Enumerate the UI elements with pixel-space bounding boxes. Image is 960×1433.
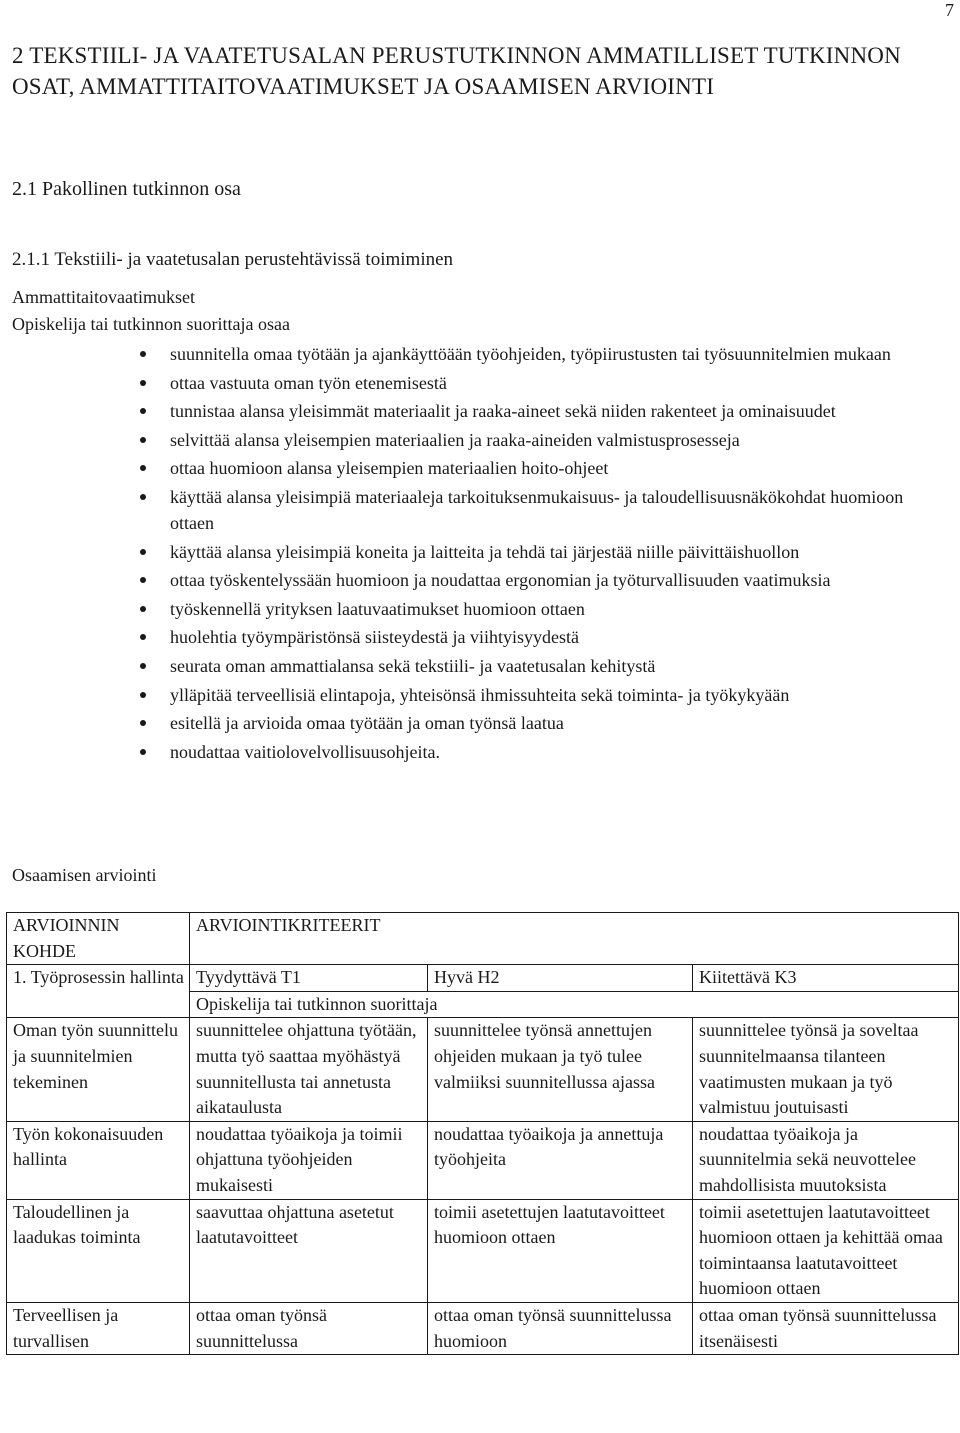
section-heading: 2.1 Pakollinen tutkinnon osa [12,178,241,200]
table-cell: suunnittelee työnsä ja soveltaa suunnitelmaansa tilanteen vaatimusten mukaan ja työ valmistuu joutuisasti [693,1018,959,1121]
list-item: esitellä ja arvioida omaa työtään ja oman työnsä laatua [140,710,930,736]
subsection-heading: 2.1.1 Tekstiili- ja vaatetusalan perustehtävissä toimiminen [12,249,454,270]
table-cell: noudattaa työaikoja ja annettuja työohjeita [428,1121,693,1199]
list-item: ottaa työskentelyssään huomioon ja noudattaa ergonomian ja työturvallisuuden vaatimuksia [140,567,930,593]
table-cell: Oman työn suunnittelu ja suunnitelmien tekeminen [7,1018,190,1121]
list-item: huolehtia työympäristönsä siisteydestä ja viihtyisyydestä [140,624,930,650]
list-item: käyttää alansa yleisimpiä koneita ja laitteita ja tehdä tai järjestää niille päivittäishuollon [140,539,930,565]
list-item: ottaa huomioon alansa yleisempien materiaalien hoito-ohjeet [140,455,930,481]
list-item: työskennellä yrityksen laatuvaatimukset huomioon ottaen [140,596,930,622]
table-cell: ottaa oman työnsä suunnittelussa [190,1302,428,1354]
table-cell: Työn kokonaisuuden hallinta [7,1121,190,1199]
assessment-heading: Osaamisen arviointi [12,865,157,885]
list-item: käyttää alansa yleisimpiä materiaaleja tarkoituksenmukaisuus- ja taloudellisuusnäkökohdat huomioon ottaen [140,484,930,536]
level-h2: Hyvä H2 [428,965,693,992]
performer-cell: Opiskelija tai tutkinnon suorittaja [190,991,959,1018]
target-group: 1. Työprosessin hallinta [7,965,190,1018]
criteria-header: ARVIOINTIKRITEERIT [190,913,959,965]
list-item: tunnistaa alansa yleisimmät materiaalit ja raaka-aineet sekä niiden rakenteet ja ominaisuudet [140,398,930,424]
table-cell: noudattaa työaikoja ja toimii ohjattuna työohjeiden mukaisesti [190,1121,428,1199]
table-cell: toimii asetettujen laatutavoitteet huomioon ottaen [428,1199,693,1302]
table-cell: suunnittelee ohjattuna työtään, mutta työ saattaa myöhästyä suunnitellusta tai annetusta aikataulusta [190,1018,428,1121]
table-cell: ottaa oman työnsä suunnittelussa huomioon [428,1302,693,1354]
table-row [7,1018,959,1121]
table-cell: ottaa oman työnsä suunnittelussa itsenäisesti [693,1302,959,1354]
list-item: seurata oman ammattialansa sekä tekstiili- ja vaatetusalan kehitystä [140,653,930,679]
level-k3: Kiitettävä K3 [693,965,959,992]
list-item: ylläpitää terveellisiä elintapoja, yhteisönsä ihmissuhteita sekä toiminta- ja työkykyään [140,682,930,708]
table-row [7,1302,959,1354]
table-cell: suunnittelee työnsä annettujen ohjeiden mukaan ja työ tulee valmiiksi suunnitellussa ajassa [428,1018,693,1121]
table-cell: Taloudellinen ja laadukas toiminta [7,1199,190,1302]
table-row [7,1121,959,1199]
table-cell: saavuttaa ohjattuna asetetut laatutavoitteet [190,1199,428,1302]
table-cell: Terveellisen ja turvallisen [7,1302,190,1354]
chapter-title: 2 TEKSTIILI- JA VAATETUSALAN PERUSTUTKINNON AMMATILLISET TUTKINNON OSAT, AMMATTITAITOVAATIMUKSET JA OSAAMISEN ARVIOINTI [12,43,901,99]
level-t1: Tyydyttävä T1 [190,965,428,992]
requirements-intro: Opiskelija tai tutkinnon suorittaja osaa [12,314,290,334]
table-row [7,1199,959,1302]
table-row [7,965,959,992]
assessment-table [6,912,959,1355]
list-item: noudattaa vaitiolovelvollisuusohjeita. [140,739,930,765]
list-item: suunnitella omaa työtään ja ajankäyttöään työohjeiden, työpiirustusten tai työsuunnitelmien mukaan [140,341,930,367]
target-header: ARVIOINNIN KOHDE [7,913,190,965]
page-number: 7 [945,0,954,20]
requirements-heading: Ammattitaitovaatimukset [12,287,195,307]
table-header-row [7,913,959,965]
list-item: ottaa vastuuta oman työn etenemisestä [140,370,930,396]
list-item: selvittää alansa yleisempien materiaalien ja raaka-aineiden valmistusprosesseja [140,427,930,453]
requirements-list [140,341,930,767]
table-cell: noudattaa työaikoja ja suunnitelmia sekä neuvottelee mahdollisista muutoksista [693,1121,959,1199]
table-cell: toimii asetettujen laatutavoitteet huomioon ottaen ja kehittää omaa toimintaansa laatutavoitteet huomioon ottaen [693,1199,959,1302]
